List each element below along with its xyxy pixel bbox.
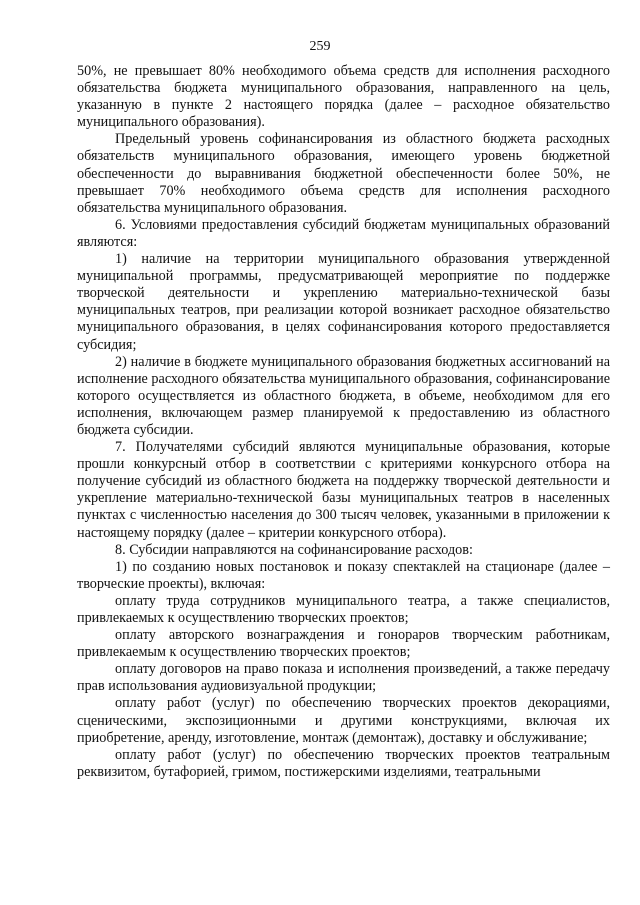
- paragraph-payment-scenery: оплату работ (услуг) по обеспечению творческих проектов декорациями, сценическими, экспозиционными и другими конструкциями, включая их приобретение, аренду, изготовление, монтаж (демонтаж), доставку и обслуживание;: [77, 695, 610, 746]
- paragraph-section-7: 7. Получателями субсидий являются муниципальные образования, которые прошли конкурсный отбор в соответствии с критериями конкурсного отбора на получение субсидий из областного бюджета на поддержку творческой деятельности и укрепление материально-технической базы муниципальных театров в населенных пунктах с численностью населения до 300 тысяч человек, указанными в приложении к настоящему порядку (далее – критерии конкурсного отбора).: [77, 439, 610, 541]
- paragraph-section-6-item-2: 2) наличие в бюджете муниципального образования бюджетных ассигнований на исполнение расходного обязательства муниципального образования, софинансирование которого осуществляется из областного бюджета, в объеме, необходимом для его исполнения, включающем размер планируемой к предоставлению из областного бюджета субсидии.: [77, 353, 610, 438]
- paragraph-section-8-item-1: 1) по созданию новых постановок и показу спектаклей на стационаре (далее – творческие проекты), включая:: [77, 558, 610, 592]
- page-number: 259: [309, 39, 331, 54]
- paragraph-section-6: 6. Условиями предоставления субсидий бюджетам муниципальных образований являются:: [77, 216, 610, 250]
- paragraph-section-6-item-1: 1) наличие на территории муниципального образования утвержденной муниципальной программы, предусматривающей мероприятие по поддержке творческой деятельности и укреплению материально-технической базы муниципальных театров, при реализации которой возникает расходное обязательство муниципального образования, в целях софинансирования которого предоставляется субсидия;: [77, 251, 610, 353]
- paragraph-payment-royalties: оплату авторского вознаграждения и гонораров творческим работникам, привлекаемым к осуществлению творческих проектов;: [77, 627, 610, 661]
- paragraph-continuation: 50%, не превышает 80% необходимого объема средств для исполнения расходного обязательства бюджета муниципального образования, направленного на цель, указанную в пункте 2 настоящего порядка (далее – расходное обязательство муниципального образования).: [77, 63, 610, 131]
- paragraph-payment-props: оплату работ (услуг) по обеспечению творческих проектов театральным реквизитом, бутафорией, гримом, постижерскими изделиями, театральными: [77, 746, 610, 780]
- paragraph-cofinancing-limit: Предельный уровень софинансирования из областного бюджета расходных обязательств муниципального образования, имеющего уровень бюджетной обеспеченности до выравнивания бюджетной обеспеченности более 50%, не превышает 70% необходимого объема средств для исполнения расходного обязательства муниципального образования.: [77, 131, 610, 216]
- paragraph-payment-staff: оплату труда сотрудников муниципального театра, а также специалистов, привлекаемых к осуществлению творческих проектов;: [77, 592, 610, 626]
- document-body: [77, 63, 610, 781]
- paragraph-section-8: 8. Субсидии направляются на софинансирование расходов:: [115, 541, 473, 558]
- paragraph-payment-rights: оплату договоров на право показа и исполнения произведений, а также передачу прав использования аудиовизуальной продукции;: [77, 661, 610, 695]
